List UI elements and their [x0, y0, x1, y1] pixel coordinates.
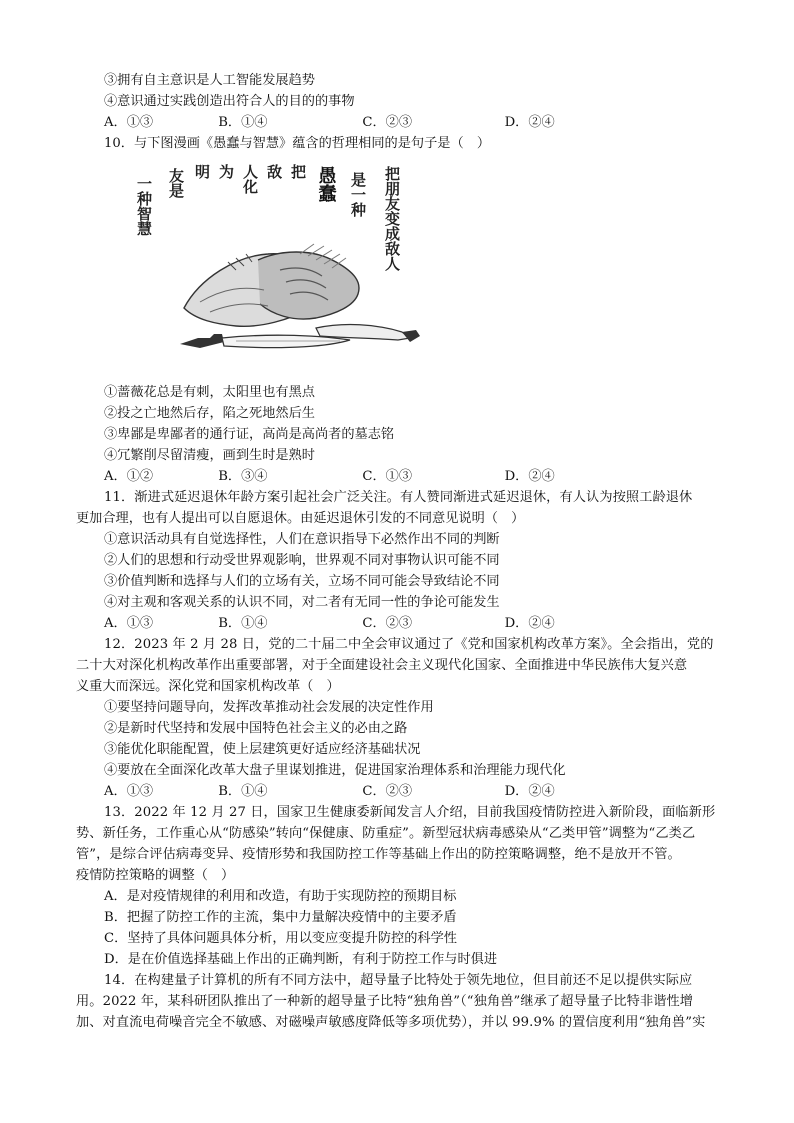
q10-options	[76, 466, 726, 487]
q11-option-a[interactable]: A．①③	[104, 616, 154, 631]
q9-statement-3: ③拥有自主意识是人工智能发展趋势	[104, 73, 315, 88]
cartoon-text-col7: 把	[289, 164, 307, 179]
q10-stem: 10．与下图漫画《愚蠢与智慧》蕴含的哲理相同的是句子是（ ）	[104, 136, 491, 151]
q13-option-c[interactable]: C．坚持了具体问题具体分析，用以变应变提升防控的科学性	[104, 931, 457, 946]
q11-statement-2: ②人们的思想和行动受世界观影响，世界观不同对事物认识可能不同	[104, 553, 500, 568]
q11-stem-line2: 更加合理，也有人提出可以自愿退休。由延迟退休引发的不同意见说明（ ）	[76, 511, 525, 526]
q12-option-a[interactable]: A．①③	[104, 784, 154, 799]
q14-stem-line2: 用。2022 年，某科研团队推出了一种新的超导量子比特“独角兽”（“独角兽”继承了超导量子比特非谐性增	[76, 994, 694, 1009]
q13-stem-line1: 13．2022 年 12 月 27 日，国家卫生健康委新闻发言人介绍，目前我国疫情防控进入新阶段，面临新形	[104, 805, 716, 820]
q12-stem-line2: 二十大对深化机构改革作出重要部署，对于全面建设社会主义现代化国家、全面推进中华民族伟大复兴意	[76, 658, 688, 673]
q12-option-d[interactable]: D．②④	[504, 784, 555, 799]
cartoon-text-col2: 友是	[167, 168, 185, 198]
q9-option-a[interactable]: A．①③	[104, 115, 154, 130]
cartoon-text-col3: 明	[193, 164, 211, 179]
q11-options	[76, 613, 726, 634]
q13-option-a[interactable]: A．是对疫情规律的利用和改造，有助于实现防控的预期目标	[104, 889, 457, 904]
q12-stem-line1: 12．2023 年 2 月 28 日，党的二十届二中全会审议通过了《党和国家机构改革方案》。全会指出，党的	[104, 637, 714, 652]
q10-cartoon	[76, 154, 726, 382]
q11-option-d[interactable]: D．②④	[504, 616, 555, 631]
q10-option-d[interactable]: D．②④	[504, 469, 555, 484]
q11-statement-3: ③价值判断和选择与人们的立场有关，立场不同可能会导致结论不同	[104, 574, 500, 589]
cartoon-text-col5: 人化	[241, 164, 259, 194]
cartoon-text-col4: 为	[217, 164, 235, 179]
q12-statement-1: ①要坚持问题导向，发挥改革推动社会发展的决定性作用	[104, 700, 434, 715]
q9-option-c[interactable]: C．②③	[362, 115, 413, 130]
q14-stem-line3: 加、对直流电荷噪音完全不敏感、对磁噪声敏感度降低等多项优势），并以 99.9% 的置信度利用“独角兽”实	[76, 1015, 706, 1030]
q9-statement-4: ④意识通过实践创造出符合人的目的的事物	[104, 94, 355, 109]
q12-options	[76, 781, 726, 802]
exam-page	[76, 70, 726, 1033]
q11-statement-4: ④对主观和客观关系的认识不同，对二者有无同一性的争论可能发生	[104, 595, 500, 610]
q13-option-d[interactable]: D．是在价值选择基础上作出的正确判断，有利于防控工作与时俱进	[104, 952, 498, 967]
cartoon-text-col6: 敌	[265, 164, 283, 179]
q9-option-d[interactable]: D．②④	[504, 115, 555, 130]
q12-option-b[interactable]: B．①④	[218, 784, 268, 799]
q12-stem-line3: 义重大而深远。深化党和国家机构改革（ ）	[76, 679, 340, 694]
q12-statement-3: ③能优化职能配置，使上层建筑更好适应经济基础状况	[104, 742, 421, 757]
q12-statement-2: ②是新时代坚持和发展中国特色社会主义的必由之路	[104, 721, 408, 736]
cartoon-text-col8: 愚蠢	[315, 166, 337, 202]
q10-option-b[interactable]: B．③④	[218, 469, 268, 484]
q11-stem-line1: 11．渐进式延迟退休年龄方案引起社会广泛关注。有人赞同渐进式延迟退休，有人认为按照工龄退休	[104, 490, 693, 505]
q11-option-c[interactable]: C．②③	[362, 616, 413, 631]
q10-statement-4: ④冗繁削尽留清瘦，画到生时是熟时	[104, 448, 315, 463]
cartoon-text-col9: 是一种	[349, 172, 367, 217]
q11-option-b[interactable]: B．①④	[218, 616, 268, 631]
q9-options	[76, 112, 726, 133]
q14-stem-line1: 14．在构建量子计算机的所有不同方法中，超导量子比特处于领先地位，但目前还不足以提供实际应	[104, 973, 693, 988]
q13-stem-line4: 疫情防控策略的调整（ ）	[76, 868, 235, 883]
q9-option-b[interactable]: B．①④	[218, 115, 268, 130]
cartoon-text-col1: 一种智慧	[135, 176, 153, 236]
q13-stem-line3: 管”，是综合评估病毒变异、疫情形势和我国防控工作等基础上作出的防控策略调整，绝不是放开不管。	[76, 847, 681, 862]
q12-option-c[interactable]: C．②③	[362, 784, 413, 799]
q10-statement-3: ③卑鄙是卑鄙者的通行证，高尚是高尚者的墓志铭	[104, 427, 395, 442]
handshake-cartoon-image	[135, 158, 440, 380]
q13-stem-line2: 势、新任务，工作重心从“防感染”转向“保健康、防重症”。新型冠状病毒感染从“乙类甲管”调整为“乙类乙	[76, 826, 696, 841]
q10-option-c[interactable]: C．①③	[362, 469, 413, 484]
q10-option-a[interactable]: A．①②	[104, 469, 154, 484]
q11-statement-1: ①意识活动具有自觉选择性，人们在意识指导下必然作出不同的判断	[104, 532, 500, 547]
cartoon-text-col10: 把朋友变成敌人	[383, 166, 401, 271]
q13-option-b[interactable]: B．把握了防控工作的主流，集中力量解决疫情中的主要矛盾	[104, 910, 457, 925]
q12-statement-4: ④要放在全面深化改革大盘子里谋划推进，促进国家治理体系和治理能力现代化	[104, 763, 566, 778]
q10-statement-1: ①蔷薇花总是有刺，太阳里也有黑点	[104, 385, 315, 400]
q10-statement-2: ②投之亡地然后存，陷之死地然后生	[104, 406, 315, 421]
